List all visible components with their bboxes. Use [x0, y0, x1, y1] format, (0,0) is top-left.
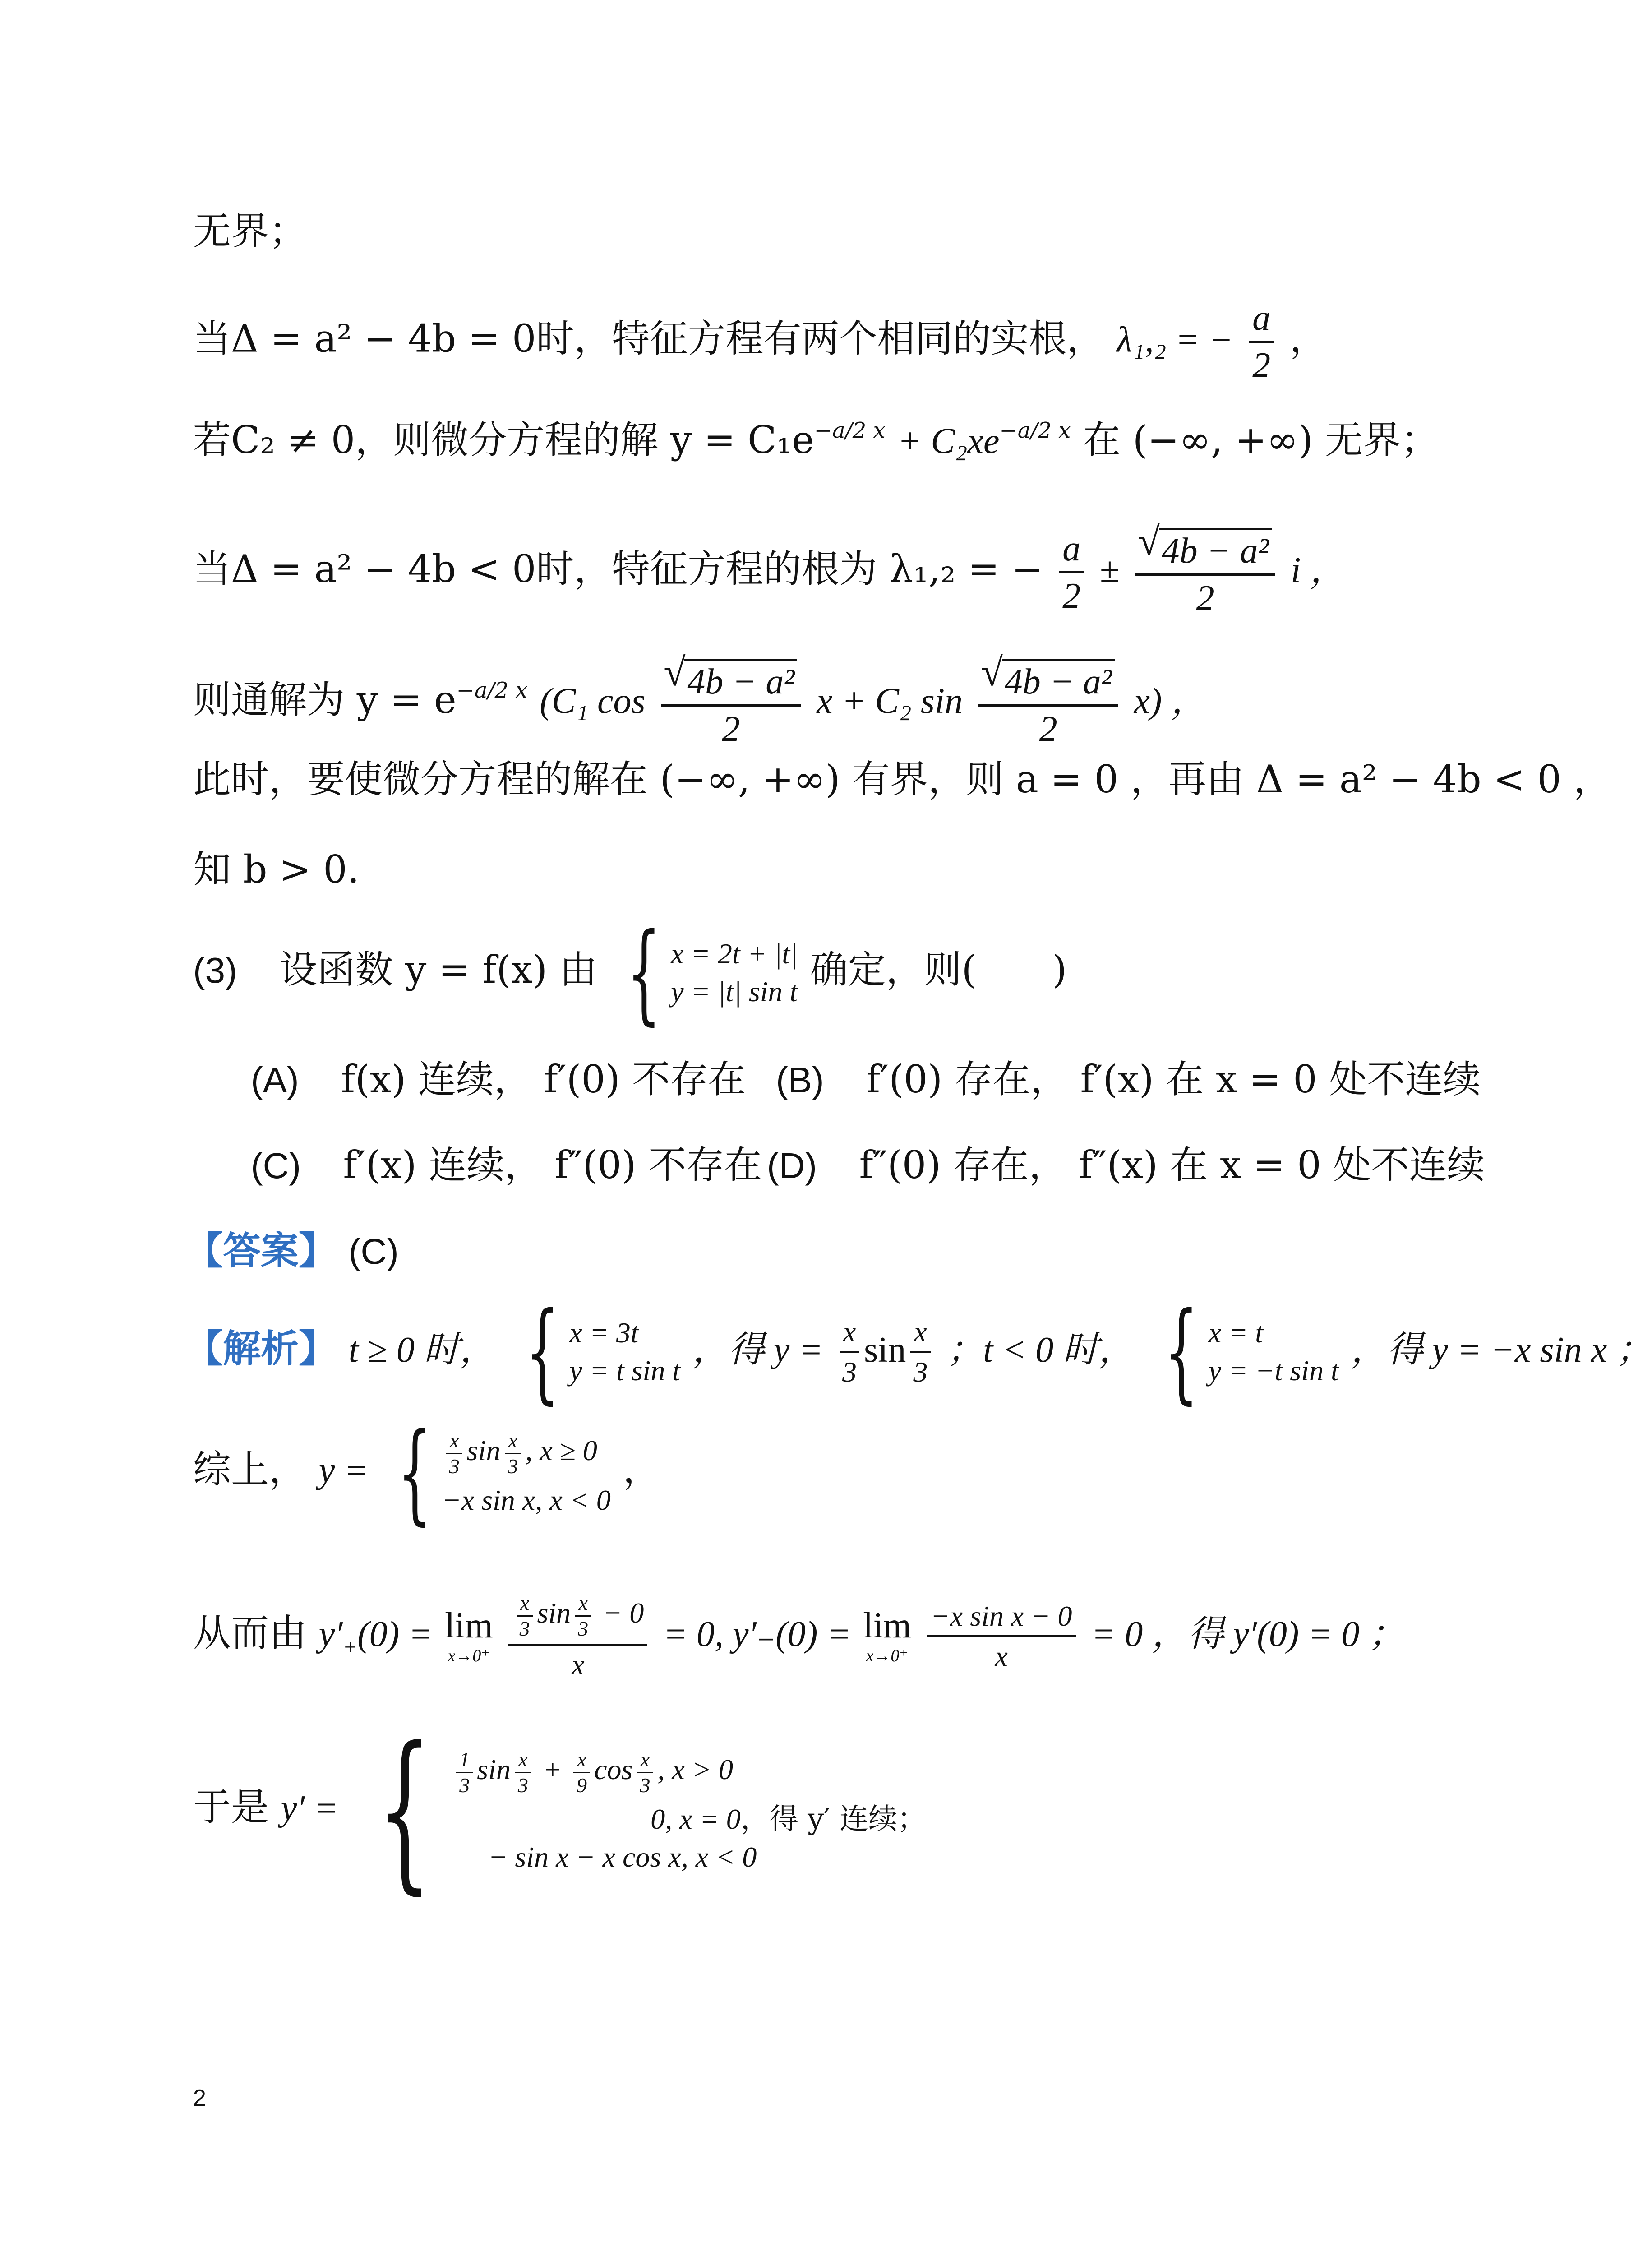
analysis-line-4: 于是 y′ = { $\frac{1}{3}$ sin $\frac{x}{3}$ + $\frac{x}{9}$ cos $\frac{x}{3}$ , x > 0 0, x = 0，得 y′ 连续； − sin x − x cos x, x < 0	[193, 1710, 927, 1910]
analysis-result-a: ，得 y =	[692, 1330, 823, 1370]
system-case-x: x = 2t + |t|	[671, 938, 798, 970]
piecewise-y-prime: { $\frac{1}{3}$ sin $\frac{x}{3}$ + $\frac{x}{9}$ cos $\frac{x}{3}$ , x > 0 0, x = 0，得 y′ 连续； − sin x − x cos x, x < 0	[377, 1710, 927, 1910]
option-b[interactable]	[776, 1057, 1481, 1101]
system-case-x-t: x = t	[1208, 1317, 1264, 1349]
exponent-a-over-2-x-3: −a/2 x	[456, 678, 528, 703]
therefore-label: 于是	[193, 1785, 269, 1829]
piecewise-prime-case-1: $\frac{1}{3}$ sin $\frac{x}{3}$ + $\frac{x}{9}$ cos $\frac{x}{3}$ , x > 0	[452, 1745, 926, 1800]
piecewise-y: { $\frac{x}{3}$ sin $\frac{x}{3}$ , x ≥ 0 −x sin x, x < 0	[397, 1409, 611, 1536]
system-case-y-neg-tsint: y = −t sin t	[1208, 1355, 1339, 1387]
option-d-text: f″(0) 存在， f″(x) 在 x = 0 处不连续	[859, 1143, 1485, 1187]
question-number: (3)	[193, 950, 237, 990]
piecewise-prime-case-2: 0, x = 0，得 y′ 连续；	[651, 1802, 927, 1836]
system-t-nonneg: { x = 3t y = t sin t	[525, 1289, 681, 1415]
option-b-text: f′(0) 存在， f′(x) 在 x = 0 处不连续	[866, 1057, 1481, 1101]
limit-left: lim x→0⁺	[863, 1606, 911, 1665]
option-a-text: f(x) 连续， f′(0) 不存在	[341, 1057, 746, 1101]
fraction-left-derivative: $\frac{\text{−x sin x − 0}}{x}$	[927, 1602, 1076, 1671]
exponent-a-over-2-x-2: −a/2 x	[999, 418, 1071, 443]
analysis-tag: 【解析】	[185, 1327, 337, 1371]
page-number: 2	[193, 2085, 206, 2111]
answer-line	[185, 1229, 399, 1273]
option-c[interactable]	[251, 1143, 762, 1187]
analysis-line-1: 【解析】 t ≥ 0 时， { x = 3t y = t sin t ，得 y = $\frac{x}{3}$ sin $\frac{x}{3}$ ；t < 0 时， { x = t y = −t sin t ，得 y = −x sin x ；	[185, 1289, 1652, 1415]
general-solution-text-d: x) ，	[1134, 681, 1207, 721]
fraction-x-over-3-b: $\frac{x}{3}$	[909, 1318, 931, 1387]
parametric-system: { x = 2t + |t| y = |t| sin t	[626, 910, 798, 1036]
left-derivative-label: = 0, y′₋(0) =	[663, 1614, 851, 1654]
option-a[interactable]	[251, 1057, 746, 1101]
summary-label: 综上，	[193, 1447, 307, 1492]
piecewise-case-1: $\frac{x}{3}$ sin $\frac{x}{3}$ , x ≥ 0	[442, 1426, 611, 1481]
option-d-label: (D)	[767, 1146, 817, 1186]
system-case-y-tsint: y = t sin t	[569, 1355, 681, 1387]
text-line-general-solution	[193, 659, 1207, 747]
fraction-a-over-2: $\frac{a}{2}$	[1249, 300, 1274, 384]
option-c-label: (C)	[251, 1146, 301, 1186]
text-line-double-root: 当Δ = a² − 4b = 0时，特征方程有两个相同的实根， λ₁,₂ = − $\frac{a}{2}$ ，	[193, 298, 1328, 385]
fraction-sqrt-over-2: √ $\frac{\text{4b − a²}}{2}$	[1135, 528, 1275, 616]
analysis-line-2	[193, 1409, 661, 1536]
piecewise-prime-case-3: − sin x − x cos x, x < 0	[488, 1840, 757, 1873]
question-stem-b: 确定，则( )	[810, 948, 1067, 992]
question-3-stem	[193, 910, 1067, 1036]
option-a-label: (A)	[251, 1060, 299, 1100]
text-line-complex-roots	[193, 528, 1346, 616]
option-c-text: f′(x) 连续， f″(0) 不存在	[343, 1143, 762, 1187]
option-d[interactable]	[767, 1143, 1485, 1187]
system-case-y: y = |t| sin t	[671, 975, 798, 1008]
solution-text-c: 在 (−∞, +∞) 无界；	[1083, 418, 1439, 462]
fraction-x-over-3: $\frac{x}{3}$	[839, 1318, 860, 1387]
limit-right: lim x→0⁺	[445, 1606, 493, 1665]
double-root-text: 当Δ = a² − 4b = 0时，特征方程有两个相同的实根，	[193, 316, 1105, 361]
analysis-line-3	[193, 1593, 1404, 1679]
fraction-x-over-3-c: $\frac{x}{3}$	[446, 1430, 463, 1477]
text-line-bounded-condition: 此时，要使微分方程的解在 (−∞, +∞) 有界，则 a = 0 ，再由 Δ = a² − 4b < 0 ，	[193, 757, 1611, 801]
plus-minus: ±	[1100, 550, 1120, 590]
system-case-x-3t: x = 3t	[569, 1317, 639, 1349]
exponent-a-over-2-x: −a/2 x	[814, 418, 886, 443]
text-line-solution-unbounded	[193, 418, 1439, 462]
fraction-sqrt-over-2-sin: √ $\frac{\text{4b − a²}}{2}$	[978, 659, 1118, 747]
analysis-t-nonneg: t ≥ 0 时，	[348, 1330, 496, 1370]
answer-value: (C)	[348, 1231, 399, 1271]
fraction-a-over-2-b: $\frac{a}{2}$	[1059, 531, 1084, 614]
lambda-expression: λ₁,₂ = −	[1117, 320, 1233, 360]
piecewise-case-2: −x sin x, x < 0	[442, 1484, 611, 1516]
imaginary-unit: i ，	[1291, 550, 1346, 590]
summary-comma: ，	[623, 1447, 661, 1492]
question-stem-a: 设函数 y = f(x) 由	[279, 948, 597, 992]
general-solution-text-c: x + C₂ sin	[817, 681, 963, 721]
analysis-t-neg: ；t < 0 时，	[947, 1330, 1135, 1370]
complex-roots-text: 当Δ = a² − 4b < 0时，特征方程的根为 λ₁,₂ = −	[193, 547, 1043, 591]
text-line-unbounded: 无界；	[193, 209, 307, 253]
fraction-right-derivative: $\frac{x}{3}$ sin $\frac{x}{3}$ − 0 x	[508, 1593, 647, 1679]
text-line-b-positive: 知 b > 0.	[193, 847, 360, 892]
derivative-from: 从而由	[193, 1611, 307, 1655]
fraction-x-over-3-d: $\frac{x}{3}$	[504, 1430, 521, 1477]
general-solution-text-a: 则通解为 y = e	[193, 678, 457, 722]
general-solution-text-b: (C₁ cos	[540, 681, 646, 721]
analysis-result-b: ，得 y = −x sin x ；	[1351, 1330, 1652, 1370]
solution-text-b: + C₂xe	[897, 421, 1000, 461]
derivative-result: = 0 ，得 y′(0) = 0 ；	[1091, 1614, 1405, 1654]
solution-text-a: 若C₂ ≠ 0，则微分方程的解 y = C₁e	[193, 418, 814, 462]
answer-tag: 【答案】	[185, 1229, 337, 1273]
fraction-sqrt-over-2-cos: √ $\frac{\text{4b − a²}}{2}$	[661, 659, 801, 747]
option-b-label: (B)	[776, 1060, 824, 1100]
system-t-neg: { x = t y = −t sin t	[1164, 1289, 1339, 1415]
summary-y-equals: y =	[318, 1451, 369, 1491]
right-derivative-label: $y'_+(0)$ =	[318, 1614, 433, 1659]
